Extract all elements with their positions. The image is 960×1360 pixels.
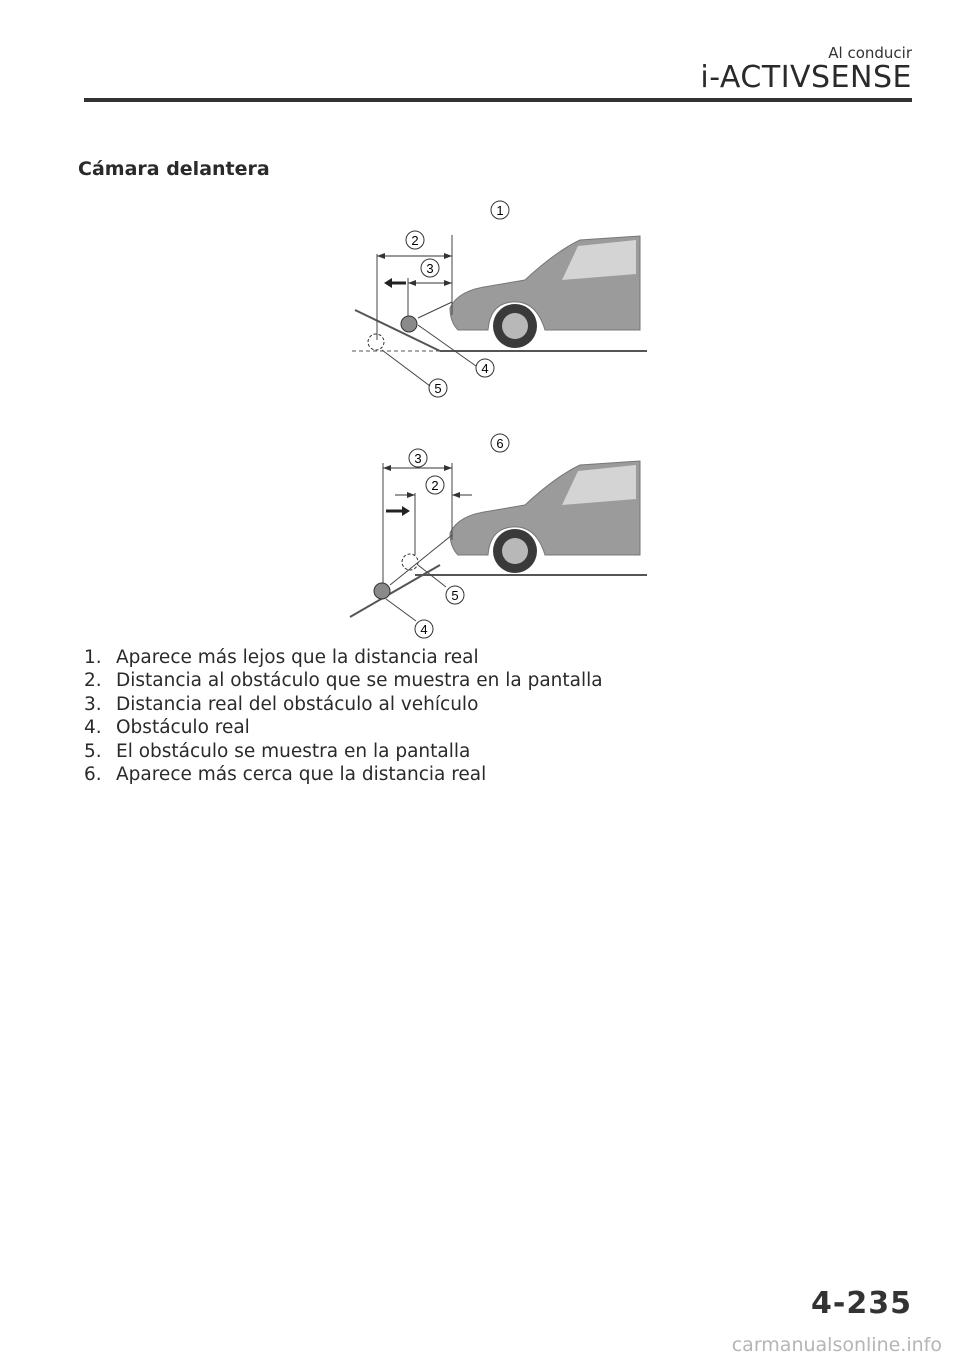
callout-3	[409, 449, 427, 467]
slope-line	[355, 310, 440, 351]
callout-2	[426, 476, 444, 494]
diagram-closer	[340, 425, 660, 645]
callout-5	[429, 379, 447, 397]
svg-text:4: 4	[420, 622, 428, 637]
callout-1	[491, 201, 509, 219]
car-rim	[502, 538, 528, 564]
slope-line	[350, 565, 440, 617]
page-number: 4-235	[811, 1286, 912, 1321]
legend-item: 3. Distancia real del obstáculo al vehículo	[84, 693, 479, 715]
obstacle-real	[401, 316, 417, 332]
callout-5	[446, 586, 464, 604]
legend-item: 5. El obstáculo se muestra en la pantalla	[84, 740, 471, 762]
legend-list	[84, 646, 603, 786]
svg-text:3: 3	[426, 261, 434, 276]
legend-item: 2. Distancia al obstáculo que se muestra en la pantalla	[84, 670, 603, 692]
legend-item: 6. Aparece más cerca que la distancia real	[84, 764, 487, 786]
svg-text:2: 2	[431, 478, 439, 493]
watermark: carmanualsonline.info	[731, 1334, 942, 1356]
header-rule	[84, 98, 912, 102]
svg-text:6: 6	[496, 436, 504, 451]
callout-4	[476, 359, 494, 377]
svg-text:2: 2	[411, 233, 419, 248]
legend-item: 4. Obstáculo real	[84, 717, 250, 739]
svg-text:1: 1	[496, 203, 504, 218]
header-title: i-ACTIVSENSE	[700, 60, 912, 95]
obstacle-displayed	[402, 554, 418, 570]
diagram-farther	[340, 190, 660, 410]
section-title: Cámara delantera	[78, 158, 270, 180]
obstacle-real	[374, 583, 390, 599]
callout-3	[421, 259, 439, 277]
car-rim	[502, 313, 528, 339]
svg-text:4: 4	[481, 361, 489, 376]
legend-item: 1. Aparece más lejos que la distancia real	[84, 647, 479, 668]
svg-text:5: 5	[451, 588, 459, 603]
obstacle-displayed	[368, 334, 384, 350]
callout-4	[415, 620, 433, 638]
callout-6	[491, 434, 509, 452]
svg-text:5: 5	[434, 381, 442, 396]
header-section: Al conducir	[828, 44, 912, 62]
callout-2	[406, 231, 424, 249]
svg-text:3: 3	[414, 451, 422, 466]
